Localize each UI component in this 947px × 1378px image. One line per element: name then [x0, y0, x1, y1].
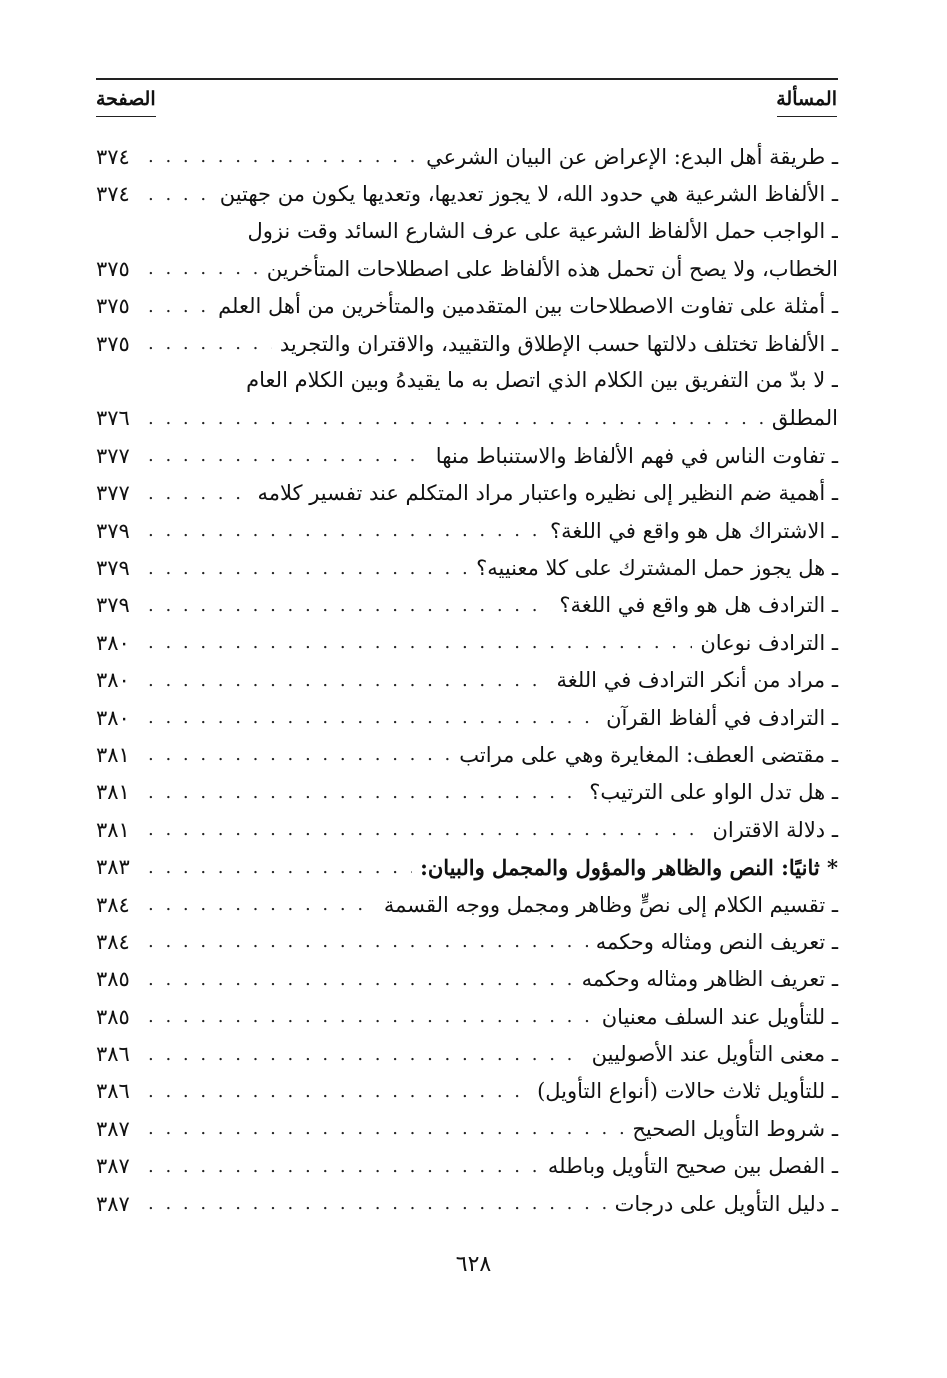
dot-leader — [148, 558, 468, 579]
toc-entry-page: ٣٧٩ — [96, 556, 130, 581]
toc-entry-page: ٣٨٤ — [96, 892, 130, 917]
top-rule — [96, 78, 838, 80]
toc-entry-title: ـ طريقة أهل البدع: الإعراض عن البيان الشرعي — [426, 144, 838, 169]
toc-entry-title: ـ معنى التأويل عند الأصوليين — [591, 1042, 838, 1067]
toc-entry-title: ـ تقسيم الكلام إلى نصٍّ وظاهر ومجمل ووجه القسمة — [383, 892, 838, 917]
toc-entry — [96, 961, 838, 998]
toc-entry-title: ـ الألفاظ تختلف دلالتها حسب الإطلاق والتقييد، والاقتران والتجريد — [279, 331, 838, 356]
column-header-page-underline — [96, 116, 156, 117]
toc-entry — [96, 549, 838, 586]
dot-leader — [148, 1193, 607, 1214]
dot-leader — [148, 782, 581, 803]
toc-entry-page: ٣٨٠ — [96, 705, 130, 730]
toc-entry-title: ـ هل تدل الواو على الترتيب؟ — [589, 780, 838, 805]
toc-entry-title: ـ الترادف في ألفاظ القرآن — [606, 705, 838, 730]
toc-entry — [96, 1073, 838, 1110]
toc-entry-page: ٣٨٦ — [96, 1042, 130, 1067]
dot-leader — [148, 258, 259, 279]
dot-leader — [148, 632, 692, 653]
dot-leader — [148, 819, 704, 840]
table-of-contents — [96, 138, 838, 1222]
toc-entry-title: ـ تعريف الظاهر ومثاله وحكمه — [581, 967, 838, 992]
toc-entry-title-line: ـ لا بدّ من التفريق بين الكلام الذي اتصل به ما يقيدهُ وبين الكلام العام — [246, 368, 838, 393]
toc-entry-title: ـ للتأويل عند السلف معنيان — [601, 1004, 838, 1029]
page-number: ٦٢٨ — [455, 1252, 492, 1277]
toc-entry-title: ـ هل يجوز حمل المشترك على كلا معنييه؟ — [476, 556, 838, 581]
toc-entry — [96, 998, 838, 1035]
toc-entry-page: ٣٧٩ — [96, 518, 130, 543]
toc-entry-page: ٣٧٧ — [96, 443, 130, 468]
toc-entry-title: ـ الترادف نوعان — [700, 630, 838, 655]
toc-entry-title: ـ مراد من أنكر الترادف في اللغة — [556, 668, 838, 693]
toc-entry-page: ٣٨٧ — [96, 1191, 130, 1216]
toc-entry-continuation — [96, 250, 838, 287]
toc-entry-title: ـ دليل التأويل على درجات — [614, 1191, 838, 1216]
dot-leader — [148, 595, 551, 616]
toc-entry-page: ٣٨٥ — [96, 967, 130, 992]
toc-entry — [96, 736, 838, 773]
toc-entry-page: ٣٨٠ — [96, 630, 130, 655]
toc-entry-title: ـ للتأويل ثلاث حالات (أنواع التأويل) — [537, 1079, 838, 1104]
toc-entry-title-line: ـ الواجب حمل الألفاظ الشرعية على عرف الشارع السائد وقت نزول — [247, 218, 838, 243]
toc-entry-title: ـ الألفاظ الشرعية هي حدود الله، لا يجوز تعديها، وتعديها يكون من جهتين — [219, 182, 838, 207]
toc-entry-title: المطلق — [771, 406, 838, 431]
toc-entry — [96, 811, 838, 848]
toc-entry — [96, 288, 838, 325]
dot-leader — [148, 931, 588, 952]
toc-entry-page: ٣٧٥ — [96, 331, 130, 356]
dot-leader — [148, 969, 574, 990]
toc-entry-page: ٣٧٥ — [96, 256, 130, 281]
toc-entry — [96, 512, 838, 549]
dot-leader — [148, 857, 412, 878]
toc-entry-page: ٣٨٤ — [96, 929, 130, 954]
toc-entry-page: ٣٨١ — [96, 817, 130, 842]
toc-entry-title: ـ الاشتراك هل هو واقع في اللغة؟ — [549, 518, 838, 543]
dot-leader — [148, 1156, 540, 1177]
toc-entry-title: ـ تفاوت الناس في فهم الألفاظ والاستنباط منها — [435, 443, 838, 468]
toc-entry-continuation — [96, 400, 838, 437]
toc-entry — [96, 1148, 838, 1185]
dot-leader — [148, 744, 451, 765]
dot-leader — [148, 707, 598, 728]
dot-leader — [148, 483, 249, 504]
dot-leader — [148, 184, 212, 205]
toc-entry-page: ٣٧٤ — [96, 144, 130, 169]
dot-leader — [148, 1081, 529, 1102]
toc-entry — [96, 923, 838, 960]
toc-entry — [96, 175, 838, 212]
dot-leader — [148, 333, 272, 354]
column-header-issue-underline — [777, 116, 837, 117]
toc-entry-page: ٣٧٧ — [96, 481, 130, 506]
dot-leader — [148, 1044, 584, 1065]
toc-entry-page: ٣٨٣ — [96, 855, 130, 880]
dot-leader — [148, 894, 376, 915]
toc-entry-title: ـ أمثلة على تفاوت الاصطلاحات بين المتقدمين والمتأخرين من أهل العلم — [218, 294, 838, 319]
dot-leader — [148, 670, 548, 691]
column-header-issue: المسألة — [776, 88, 837, 110]
toc-entry-page: ٣٨١ — [96, 780, 130, 805]
toc-entry-page: ٣٧٦ — [96, 406, 130, 431]
dot-leader — [148, 1006, 594, 1027]
toc-entry-title: ـ الترادف هل هو واقع في اللغة؟ — [559, 593, 838, 618]
toc-entry — [96, 1185, 838, 1222]
toc-entry-title: ـ تعريف النص ومثاله وحكمه — [595, 929, 838, 954]
toc-entry — [96, 1035, 838, 1072]
toc-entry-page: ٣٧٤ — [96, 182, 130, 207]
toc-entry-page: ٣٨٥ — [96, 1004, 130, 1029]
dot-leader — [148, 1118, 624, 1139]
toc-entry-title: ـ شروط التأويل الصحيح — [632, 1116, 838, 1141]
toc-entry — [96, 362, 838, 437]
toc-entry-page: ٣٨٠ — [96, 668, 130, 693]
dot-leader — [148, 296, 210, 317]
toc-entry-page: ٣٨٧ — [96, 1116, 130, 1141]
dot-leader — [148, 520, 542, 541]
toc-entry-page: ٣٨٦ — [96, 1079, 130, 1104]
toc-entry-title: ـ أهمية ضم النظير إلى نظيره واعتبار مراد المتكلم عند تفسير كلامه — [257, 481, 838, 506]
toc-entry-title: ـ الفصل بين صحيح التأويل وباطله — [547, 1154, 838, 1179]
toc-entry — [96, 437, 838, 474]
toc-entry — [96, 475, 838, 512]
toc-entry — [96, 1110, 838, 1147]
toc-entry — [96, 325, 838, 362]
toc-entry — [96, 774, 838, 811]
dot-leader — [148, 445, 428, 466]
toc-entry-page: ٣٧٩ — [96, 593, 130, 618]
toc-entry — [96, 213, 838, 288]
column-header-page: الصفحة — [96, 88, 156, 110]
toc-entry — [96, 699, 838, 736]
dot-leader — [148, 408, 764, 429]
toc-entry-title: ـ مقتضى العطف: المغايرة وهي على مراتب — [459, 742, 838, 767]
toc-entry — [96, 662, 838, 699]
toc-section-heading — [96, 848, 838, 885]
toc-entry-title: الخطاب، ولا يصح أن تحمل هذه الألفاظ على اصطلاحات المتأخرين — [266, 256, 838, 281]
toc-entry — [96, 587, 838, 624]
toc-entry — [96, 886, 838, 923]
toc-entry-page: ٣٨٧ — [96, 1154, 130, 1179]
dot-leader — [148, 146, 418, 167]
toc-entry-page: ٣٧٥ — [96, 294, 130, 319]
toc-entry-title: ـ دلالة الاقتران — [712, 817, 838, 842]
toc-entry-page: ٣٨١ — [96, 742, 130, 767]
toc-entry-title: * ثانيًا: النص والظاهر والمؤول والمجمل والبيان: — [420, 854, 838, 880]
toc-entry — [96, 624, 838, 661]
toc-entry — [96, 138, 838, 175]
